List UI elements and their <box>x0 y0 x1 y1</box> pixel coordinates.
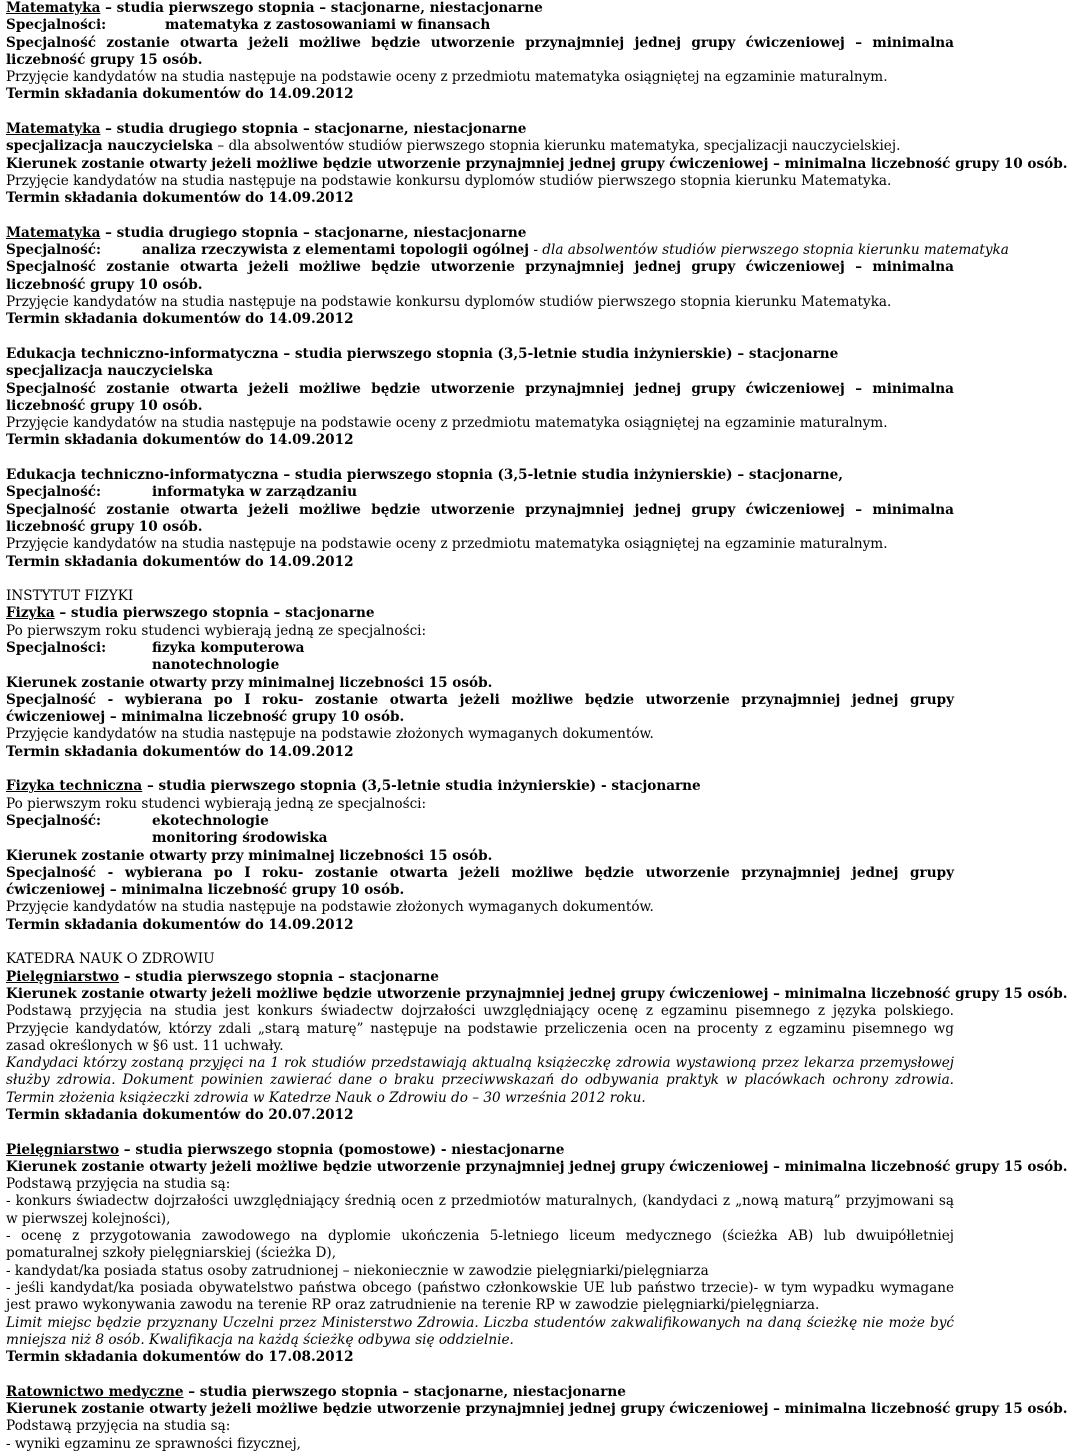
specialization-line <box>6 17 954 34</box>
field-name: Matematyka <box>6 121 101 138</box>
section-title: – studia pierwszego stopnia – stacjonarne, niestacjonarne <box>183 1383 626 1400</box>
deadline: Termin składania dokumentów do 14.09.2012 <box>6 743 354 760</box>
section-title: – studia pierwszego stopnia (pomostowe) - niestacjonarne <box>119 1141 565 1158</box>
field-name: Pielęgniarstwo <box>6 968 120 985</box>
deadline: Termin składania dokumentów do 14.09.2012 <box>6 190 354 207</box>
section-title: – studia drugiego stopnia – stacjonarne, niestacjonarne <box>100 224 527 241</box>
specialization-line <box>6 813 954 830</box>
minimum-size: Kierunek zostanie otwarty przy minimalnej liczebności 15 osób. <box>6 674 493 691</box>
specialization-label: Specjalności: <box>6 639 107 656</box>
specialization-value-2: monitoring środowiska <box>152 830 328 847</box>
department-heading: KATEDRA NAUK O ZDROWIU <box>6 951 215 968</box>
specialization-intro: Po pierwszym roku studenci wybierają jedną ze specjalności: <box>6 622 427 639</box>
field-name: Fizyka <box>6 605 55 622</box>
specialization-line <box>6 484 954 501</box>
admission-criteria: Przyjęcie kandydatów na studia następuje na podstawie oceny z przedmiotu matematyka osiągniętej na egzaminie maturalnym. <box>6 69 888 86</box>
specialization-value: ekotechnologie <box>152 812 269 829</box>
deadline: Termin składania dokumentów do 20.07.2012 <box>6 1107 354 1123</box>
section-heading: Edukacja techniczno-informatyczna – studia pierwszego stopnia (3,5-letnie studia inżynierskie) – stacjonarne, <box>6 467 843 484</box>
section-matematyka-2nd-degree-teaching <box>6 121 1067 207</box>
admission-criteria: Przyjęcie kandydatów na studia następuje na podstawie złożonych wymaganych dokumentów. <box>6 726 654 743</box>
admission-criteria: Przyjęcie kandydatów na studia następuje na podstawie złożonych wymaganych dokumentów. <box>6 899 654 916</box>
deadline: Termin składania dokumentów do 14.09.2012 <box>6 432 354 449</box>
specialization-description: – dla absolwentów studiów pierwszego stopnia kierunku matematyka, specjalizacji nauczycielskiej. <box>213 138 901 155</box>
specialization-label: Specjalność: <box>6 484 102 501</box>
admission-criteria: Przyjęcie kandydatów na studia następuje na podstawie konkursu dyplomów studiów pierwszego stopnia kierunku Matematyka. <box>6 172 892 189</box>
opening-condition: Kierunek zostanie otwarty jeżeli możliwe będzie utworzenie przynajmniej jednej grupy ćwiczeniowej – minimalna liczebność grupy 10 osób. <box>6 155 1067 172</box>
section-heading <box>6 1142 954 1159</box>
section-edukacja-informatics <box>6 467 954 571</box>
section-heading <box>6 121 954 138</box>
section-matematyka-1st-degree <box>6 0 954 104</box>
admission-criteria: Przyjęcie kandydatów na studia następuje na podstawie oceny z przedmiotu matematyka osiągniętej na egzaminie maturalnym. <box>6 415 888 432</box>
section-fizyka-techniczna <box>6 778 954 934</box>
opening-condition: Specjalność - wybierana po I roku- zostanie otwarta jeżeli możliwe będzie utworzenie przynajmniej jednej grupy ćwiczeniowej – minimalna liczebność grupy 10 osób. <box>6 864 954 899</box>
admission-basis-intro: Podstawą przyjęcia na studia są: <box>6 1418 231 1435</box>
opening-condition: Specjalność zostanie otwarta jeżeli możliwe będzie utworzenie przynajmniej jednej grupy ćwiczeniowej – minimalna liczebność grupy 10 osób. <box>6 380 954 414</box>
admission-criteria: Przyjęcie kandydatów na studia następuje na podstawie oceny z przedmiotu matematyka osiągniętej na egzaminie maturalnym. <box>6 536 888 553</box>
minimum-size: Kierunek zostanie otwarty przy minimalnej liczebności 15 osób. <box>6 847 493 864</box>
specialization-value: informatyka w zarządzaniu <box>152 484 358 501</box>
field-name: Ratownictwo medyczne <box>6 1383 184 1400</box>
specialization-value: fizyka komputerowa <box>152 639 305 656</box>
section-matematyka-2nd-degree-analysis <box>6 224 1009 329</box>
section-ratownictwo-medyczne <box>6 1383 1067 1453</box>
specialization-value: specjalizacja nauczycielska <box>6 138 214 155</box>
section-heading <box>6 1384 954 1401</box>
specialization-value: specjalizacja nauczycielska <box>6 363 214 380</box>
section-title: – studia pierwszego stopnia – stacjonarne, niestacjonarne <box>100 0 543 16</box>
specialization-value-2: nanotechnologie <box>152 657 280 674</box>
field-name: Matematyka <box>6 0 101 16</box>
list-item: - jeśli kandydat/ka posiada obywatelstwo państwa obcego (państwo członkowskie UE lub państwo trzecie)- w tym wypadku wymagane jest prawo wykonywania zawodu na terenie RP oraz zatrudnienie na terenie RP w zawodzie pielęgniarki/pielęgniarza. <box>6 1279 954 1314</box>
section-title: – studia drugiego stopnia – stacjonarne, niestacjonarne <box>100 121 527 138</box>
deadline: Termin składania dokumentów do 14.09.2012 <box>6 86 354 103</box>
opening-condition: Specjalność zostanie otwarta jeżeli możliwe będzie utworzenie przynajmniej jednej grupy ćwiczeniowej – minimalna liczebność grupy 10 osób. <box>6 259 954 293</box>
section-heading <box>6 969 954 986</box>
specialization-note: - dla absolwentów studiów pierwszego stopnia kierunku matematyka <box>529 242 1009 259</box>
section-title: – studia pierwszego stopnia – stacjonarne <box>119 968 439 985</box>
opening-condition: Specjalność zostanie otwarta jeżeli możliwe będzie utworzenie przynajmniej jednej grupy ćwiczeniowej – minimalna liczebność grupy 15 osób. <box>6 34 954 68</box>
deadline: Termin składania dokumentów do 14.09.2012 <box>6 553 354 570</box>
specialization-label: Specjalność: <box>6 242 102 259</box>
health-booklet-note: Kandydaci którzy zostaną przyjęci na 1 rok studiów przedstawiają aktualną książeczkę zdrowia wystawioną przez lekarza przemysłowej służby zdrowia. Dokument powinien zawierać dane o braku przeciwwskazań do odbywania praktyk w placówkach ochrony zdrowia. Termin złożenia książeczki zdrowia w Katedrze Nauk o Zdrowiu do – 30 września 2012 roku. <box>6 1055 954 1106</box>
opening-condition: Kierunek zostanie otwarty jeżeli możliwe będzie utworzenie przynajmniej jednej grupy ćwiczeniowej – minimalna liczebność grupy 15 osób. <box>6 1401 1067 1418</box>
list-item: - kandydat/ka posiada status osoby zatrudnionej – niekoniecznie w zawodzie pielęgniarki/pielęgniarza <box>6 1262 709 1279</box>
specialization-value: matematyka z zastosowaniami w finansach <box>165 17 491 34</box>
list-item: - ocenę z przygotowania zawodowego na dyplomie ukończenia 5-letniego liceum medycznego (ścieżka AB) lub dwuipółletniej pomaturalnej szkoły pielęgniarskiej (ścieżka D), <box>6 1228 954 1262</box>
opening-condition: Specjalność - wybierana po I roku- zostanie otwarta jeżeli możliwe będzie utworzenie przynajmniej jednej grupy ćwiczeniowej – minimalna liczebność grupy 10 osób. <box>6 691 954 726</box>
limit-note: Limit miejsc będzie przyznany Uczelni przez Ministerstwo Zdrowia. Liczba studentów zakwalifikowanych na daną ścieżkę nie może być mniejsza niż 8 osób. Kwalifikacja na każdą ścieżkę odbywa się oddzielnie. <box>6 1314 954 1348</box>
list-item: - konkurs świadectw dojrzałości uwzględniający średnią ocen z przedmiotów maturalnych, (kandydaci z „nową maturą” przyjmowani są w pierwszej kolejności), <box>6 1193 954 1227</box>
specialization-label: Specjalności: <box>6 17 107 34</box>
field-name: Pielęgniarstwo <box>6 1141 120 1158</box>
section-heading <box>6 0 954 17</box>
specialization-line <box>6 640 954 657</box>
section-pielegniarstwo-pomostowe <box>6 1141 1067 1367</box>
admission-basis-intro: Podstawą przyjęcia na studia są: <box>6 1176 231 1193</box>
institute-heading: INSTYTUT FIZYKI <box>6 588 134 605</box>
field-name: Matematyka <box>6 224 101 241</box>
list-item: - wyniki egzaminu ze sprawności fizycznej, <box>6 1435 301 1452</box>
section-heading: Edukacja techniczno-informatyczna – studia pierwszego stopnia (3,5-letnie studia inżynierskie) – stacjonarne <box>6 345 839 362</box>
section-edukacja-teaching <box>6 346 954 450</box>
field-name: Fizyka techniczna <box>6 778 143 795</box>
section-heading <box>6 225 954 242</box>
deadline: Termin składania dokumentów do 14.09.2012 <box>6 916 354 933</box>
section-title: – studia pierwszego stopnia – stacjonarne <box>54 605 375 622</box>
specialization-line <box>6 138 954 155</box>
section-fizyka <box>6 605 954 761</box>
specialization-label: Specjalność: <box>6 812 102 829</box>
opening-condition: Kierunek zostanie otwarty jeżeli możliwe będzie utworzenie przynajmniej jednej grupy ćwiczeniowej – minimalna liczebność grupy 15 osób. <box>6 985 1067 1002</box>
specialization-value: analiza rzeczywista z elementami topologii ogólnej <box>142 242 530 259</box>
admission-basis: Podstawą przyjęcia na studia jest konkurs świadectw dojrzałości uwzględniający ocenę z egzaminu pisemnego z języka polskiego. Przyjęcie kandydatów, którzy zdali „starą maturę” następuje na podstawie przeliczenia ocen na procenty z egzaminu pisemnego wg zasad określonych w §6 ust. 11 uchwały. <box>6 1003 954 1054</box>
deadline: Termin składania dokumentów do 17.08.2012 <box>6 1349 354 1366</box>
specialization-intro: Po pierwszym roku studenci wybierają jedną ze specjalności: <box>6 795 427 812</box>
section-pielegniarstwo <box>6 968 1067 1125</box>
opening-condition: Kierunek zostanie otwarty jeżeli możliwe będzie utworzenie przynajmniej jednej grupy ćwiczeniowej – minimalna liczebność grupy 15 osób. <box>6 1158 1067 1175</box>
section-heading <box>6 605 954 622</box>
deadline: Termin składania dokumentów do 14.09.2012 <box>6 311 354 328</box>
section-heading <box>6 778 954 795</box>
specialization-line <box>6 242 1009 259</box>
opening-condition: Specjalność zostanie otwarta jeżeli możliwe będzie utworzenie przynajmniej jednej grupy ćwiczeniowej – minimalna liczebność grupy 10 osób. <box>6 501 954 535</box>
admission-criteria: Przyjęcie kandydatów na studia następuje na podstawie konkursu dyplomów studiów pierwszego stopnia kierunku Matematyka. <box>6 294 892 311</box>
section-title: – studia pierwszego stopnia (3,5-letnie studia inżynierskie) - stacjonarne <box>142 778 701 795</box>
